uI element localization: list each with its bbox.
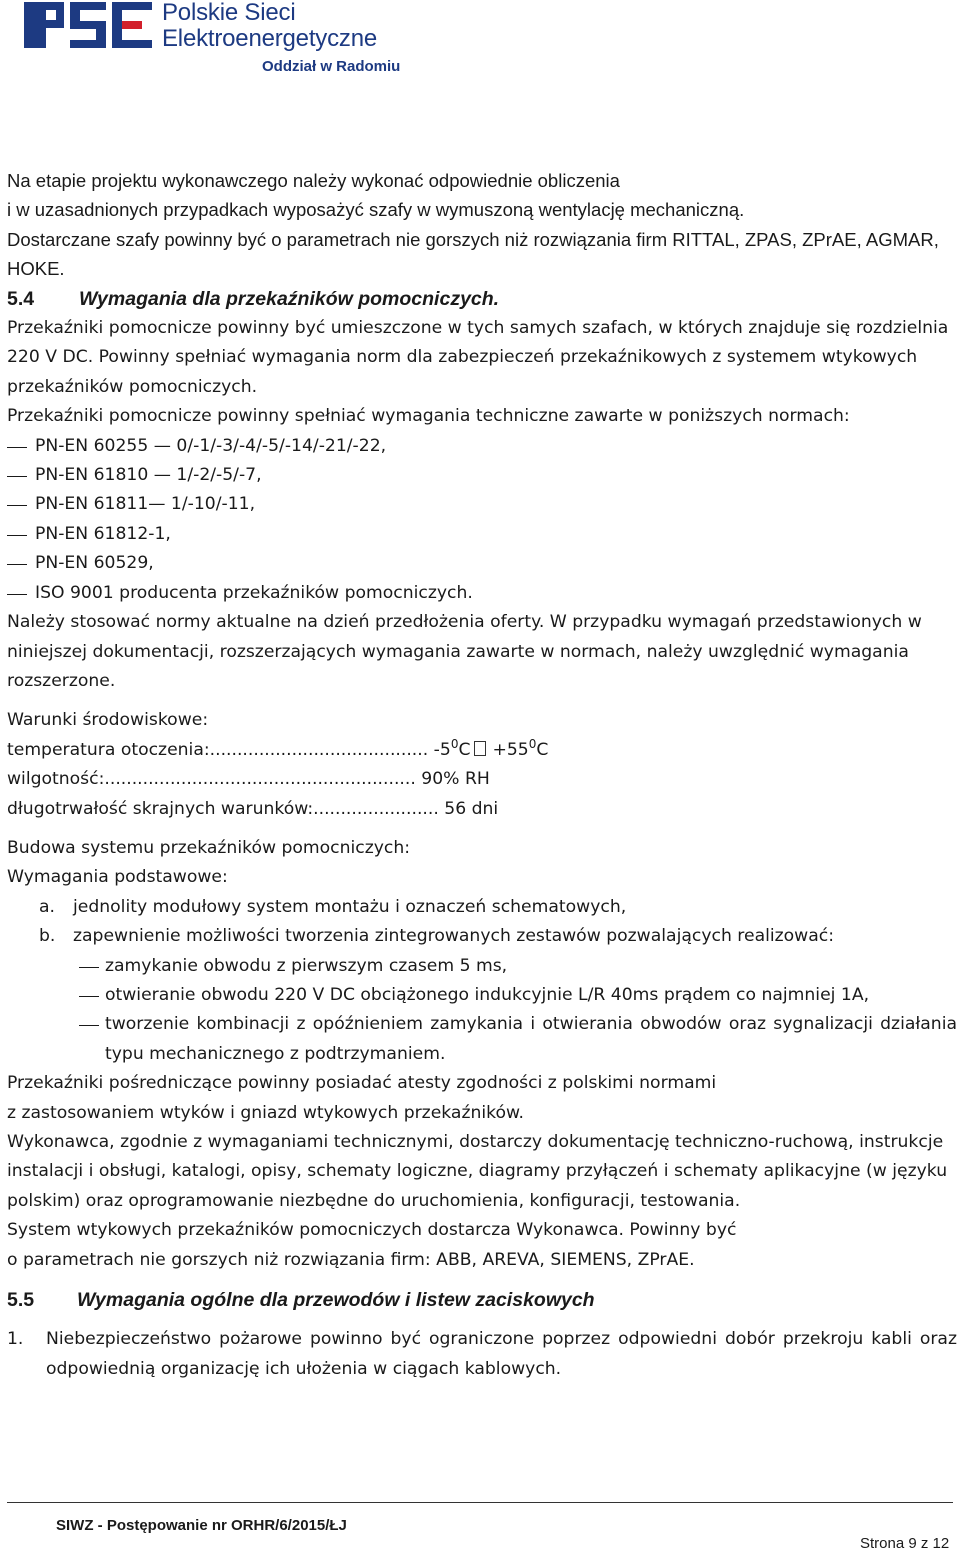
paragraph: Wykonawca, zgodnie z wymaganiami technicznymi, dostarczy dokumentację techniczno-ruchową, instrukcje instalacji i obsługi, katalogi, opisy, schematy logiczne, diagramy przyłączeń i schematy aplikacyjne (w języku polskim) oraz oprogramowanie niezbędne do uruchomienia, konfiguracji, testowania. xyxy=(7,1132,948,1211)
paragraph: Przekaźniki pomocnicze powinny spełniać wymagania techniczne zawarte w poniższych normach: xyxy=(7,406,850,427)
section-number: 5.5 xyxy=(7,1289,35,1312)
temp-min: -5 xyxy=(433,739,451,760)
norm-list-item: PN-EN 61810 — 1/-2/-5/-7, xyxy=(7,461,957,490)
sub-requirement: tworzenie kombinacji z opóźnieniem zamykania i otwierania obwodów oraz sygnalizacji działania typu mechanicznego z podtrzymaniem. xyxy=(7,1010,957,1069)
brand-line-1: Polskie Sieci xyxy=(162,0,296,26)
paragraph: Przekaźniki pośredniczące powinny posiadać atesty zgodności z polskimi normami xyxy=(7,1073,717,1094)
intro-line-3: Dostarczane szafy powinny być o parametrach nie gorszych niż rozwiązania firm RITTAL, ZPAS, ZPrAE, AGMAR, HOKE. xyxy=(7,228,939,280)
requirement-text: zapewnienie możliwości tworzenia zintegrowanych zestawów pozwalających realizować: xyxy=(73,926,835,947)
paragraph: z zastosowaniem wtyków i gniazd wtykowych przekaźników. xyxy=(7,1102,524,1123)
paragraph: System wtykowych przekaźników pomocniczych dostarcza Wykonawca. Powinny być xyxy=(7,1220,737,1241)
section-title: Wymagania ogólne dla przewodów i listew zaciskowych xyxy=(77,1289,595,1312)
numbered-item xyxy=(7,1325,957,1384)
dot-leader: ........................................ xyxy=(209,739,429,760)
paragraph xyxy=(7,314,957,402)
degree-sup: 0 xyxy=(528,736,537,751)
env-title: Warunki środowiskowe: xyxy=(7,710,209,731)
requirement-item xyxy=(7,922,957,951)
paragraph: o parametrach nie gorszych niż rozwiązania firm: ABB, AREVA, SIEMENS, ZPrAE. xyxy=(7,1249,695,1270)
norm-list-item: PN-EN 60255 — 0/-1/-3/-4/-5/-14/-21/-22, xyxy=(7,432,957,461)
list-marker: 1. xyxy=(7,1329,24,1350)
footer-divider xyxy=(7,1502,953,1503)
requirement-text: jednolity modułowy system montażu i oznaczeń schematowych, xyxy=(73,896,627,917)
list-marker: a. xyxy=(39,896,55,917)
requirement-item xyxy=(7,893,957,922)
paragraph: Należy stosować normy aktualne na dzień przedłożenia oferty. W przypadku wymagań przedstawionych w niniejszej dokumentacji, rozszerzających wymagania zawarte w normach, należy uwzględnić wymagania rozszerzone. xyxy=(7,612,922,691)
env-temperature xyxy=(7,736,957,765)
env-value: 90% RH xyxy=(421,769,490,790)
missing-glyph-icon xyxy=(474,741,486,756)
dot-leader: ......................................................... xyxy=(104,769,416,790)
section-number: 5.4 xyxy=(7,287,35,310)
norm-list-item: PN-EN 60529, xyxy=(7,549,957,578)
env-value: 56 dni xyxy=(444,798,499,819)
sub-requirement: otwieranie obwodu 220 V DC obciążonego indukcyjnie L/R 40ms prądem co najmniej 1A, xyxy=(7,981,957,1010)
paragraph-text: Powinny spełniać wymagania norm dla zabezpieczeń przekaźnikowych z systemem wtykowych przekaźników pomocniczych. xyxy=(7,347,918,397)
env-duration xyxy=(7,795,957,824)
list-marker: b. xyxy=(39,926,56,947)
footer-reference: SIWZ - Postępowanie nr ORHR/6/2015/ŁJ xyxy=(56,1517,347,1534)
basic-title: Wymagania podstawowe: xyxy=(7,867,228,888)
division-label: Oddział w Radomiu xyxy=(262,58,401,75)
degree-sup: 0 xyxy=(450,736,459,751)
unit: C xyxy=(536,739,549,760)
page-number: Strona 9 z 12 xyxy=(860,1535,950,1552)
intro-line-2: i w uzasadnionych przypadkach wyposażyć szafy w wymuszoną wentylację mechaniczną. xyxy=(7,199,745,221)
numbered-item-text: Niebezpieczeństwo pożarowe powinno być ograniczone poprzez odpowiedni dobór przekroju kabli oraz odpowiednią organizację ich ułożenia w ciągach kablowych. xyxy=(46,1329,957,1379)
pse-logo-icon xyxy=(24,2,152,48)
intro-line-1: Na etapie projektu wykonawczego należy wykonać odpowiednie obliczenia xyxy=(7,170,620,191)
unit: C xyxy=(458,739,471,760)
header xyxy=(24,0,444,80)
system-title: Budowa systemu przekaźników pomocniczych: xyxy=(7,837,411,858)
env-label: długotrwałość skrajnych warunków: xyxy=(7,798,314,819)
section-5-4-heading xyxy=(7,285,957,314)
norm-list-item: ISO 9001 producenta przekaźników pomocniczych. xyxy=(7,579,957,608)
dot-leader: ....................... xyxy=(313,798,439,819)
section-title: Wymagania dla przekaźników pomocniczych. xyxy=(79,287,500,310)
env-label: wilgotność: xyxy=(7,769,105,790)
env-humidity xyxy=(7,765,957,794)
document-body xyxy=(7,166,957,1384)
temp-max: +55 xyxy=(492,739,529,760)
env-label: temperatura otoczenia: xyxy=(7,739,210,760)
norm-list-item: PN-EN 61812-1, xyxy=(7,520,957,549)
brand-line-2: Elektroenergetyczne xyxy=(162,25,377,52)
section-5-5-heading xyxy=(7,1286,957,1315)
norm-list-item: PN-EN 61811— 1/-10/-11, xyxy=(7,490,957,519)
sub-requirement: zamykanie obwodu z pierwszym czasem 5 ms, xyxy=(7,952,957,981)
paragraph-text: Przekaźniki pomocnicze powinny być umieszczone w tych samych szafach, w których znajduje się rozdzielnia 220 V DC. xyxy=(7,318,949,368)
